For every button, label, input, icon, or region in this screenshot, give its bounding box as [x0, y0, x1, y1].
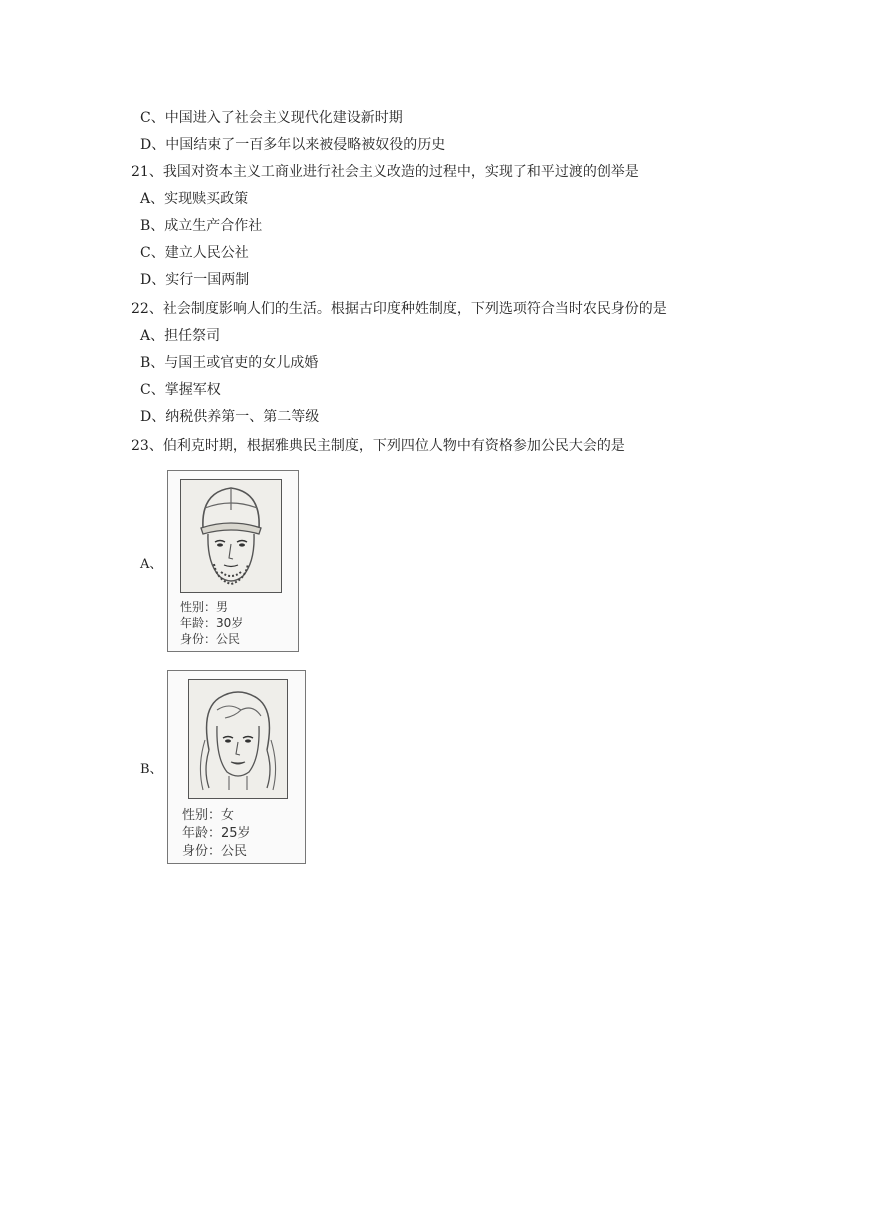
q21-option-d: D、实行一国两制	[140, 272, 250, 288]
option-b-gender: 性别：女	[182, 808, 235, 823]
question-22: 22、社会制度影响人们的生活。根据古印度种姓制度，下列选项符合当时农民身份的是	[131, 301, 667, 317]
q21-option-b: B、成立生产合作社	[140, 218, 263, 234]
q20-option-c: C、中国进入了社会主义现代化建设新时期	[140, 110, 403, 126]
question-23: 23、伯利克时期，根据雅典民主制度，下列四位人物中有资格参加公民大会的是	[131, 438, 625, 454]
option-a-info	[180, 599, 243, 647]
option-b-status: 身份：公民	[182, 844, 248, 859]
female-face-icon	[189, 680, 287, 798]
q22-option-a: A、担任祭司	[140, 328, 221, 344]
q21-option-c: C、建立人民公社	[140, 245, 249, 261]
male-citizen-portrait	[180, 479, 282, 593]
q22-option-d: D、纳税供养第一、第二等级	[140, 409, 320, 425]
q22-option-c: C、掌握军权	[140, 382, 221, 398]
question-21: 21、我国对资本主义工商业进行社会主义改造的过程中，实现了和平过渡的创举是	[131, 164, 639, 180]
q22-option-b: B、与国王或官吏的女儿成婚	[140, 355, 319, 371]
option-a-gender: 性别：男	[180, 600, 229, 614]
q23-option-a-label: A、	[140, 557, 163, 572]
q20-option-d: D、中国结束了一百多年以来被侵略被奴役的历史	[140, 137, 446, 153]
male-face-icon	[181, 480, 281, 592]
female-citizen-portrait	[188, 679, 288, 799]
q23-option-b-card	[167, 670, 306, 864]
option-b-age: 年龄：25岁	[182, 826, 251, 841]
q23-option-b-label: B、	[140, 762, 163, 777]
option-b-info	[182, 807, 251, 861]
q23-option-a-card	[167, 470, 299, 652]
option-a-age: 年龄：30岁	[180, 616, 244, 630]
q21-option-a: A、实现赎买政策	[140, 191, 249, 207]
option-a-status: 身份：公民	[180, 632, 241, 646]
